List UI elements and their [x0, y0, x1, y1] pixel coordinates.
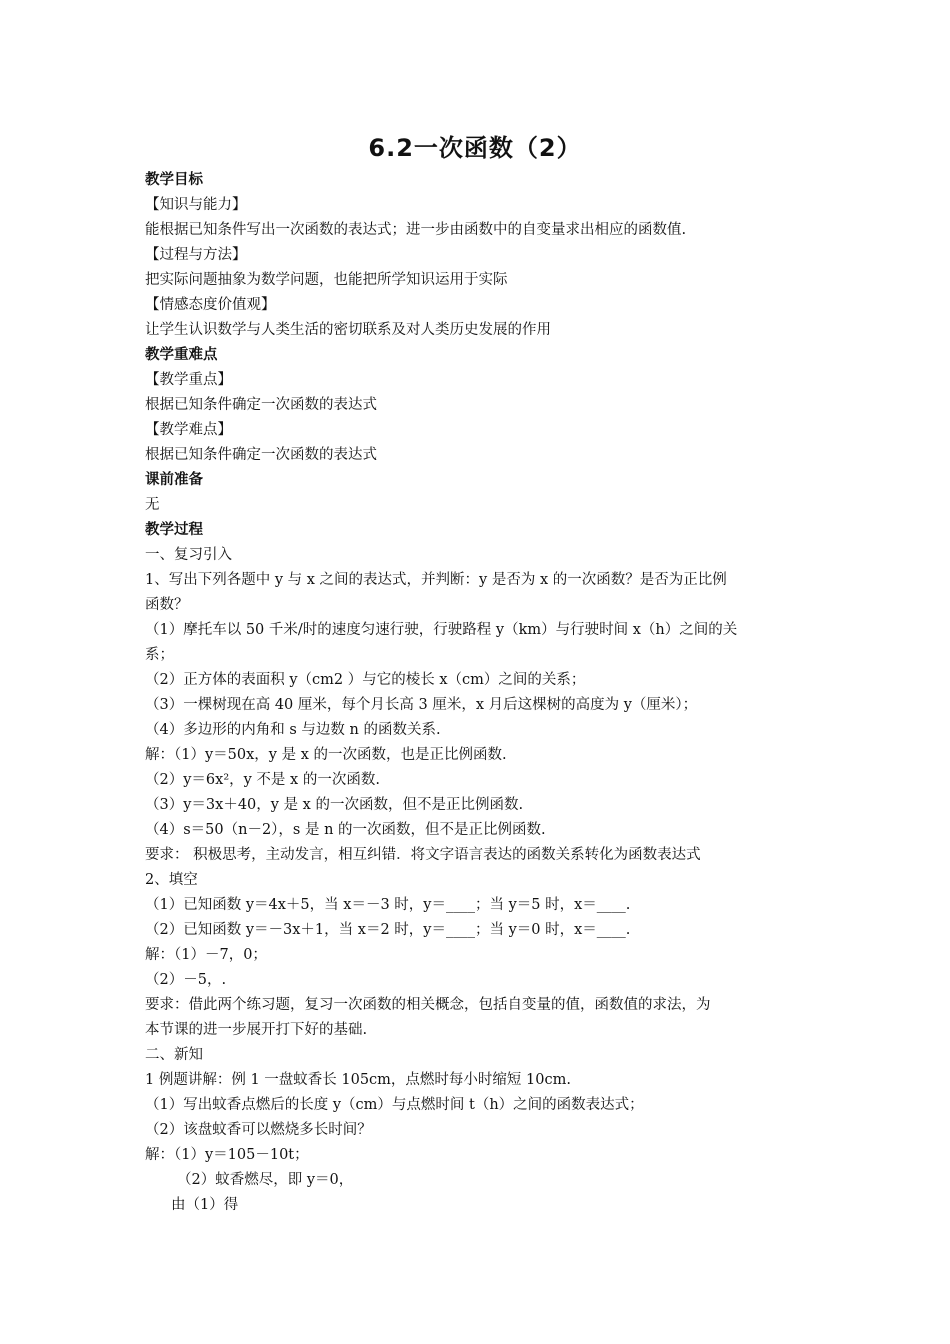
- line-5: 把实际问题抽象为数学问题，也能把所学知识运用于实际: [145, 272, 508, 288]
- document-body: [145, 168, 813, 1218]
- line-13: 课前准备: [145, 472, 203, 488]
- line-36: 二、新知: [145, 1047, 203, 1063]
- line-28: 要求： 积极思考，主动发言，相互纠错．将文字语言表达的函数关系转化为函数表达式: [145, 847, 701, 863]
- line-24: 解：（1）y＝50x，y 是 x 的一次函数，也是正比例函数.: [145, 747, 507, 763]
- document-title: 6.2一次函数（2）: [368, 134, 582, 162]
- line-6: 【情感态度价值观】: [145, 297, 276, 313]
- line-1: 教学目标: [145, 172, 203, 188]
- line-10: 根据已知条件确定一次函数的表达式: [145, 397, 377, 413]
- line-23: （4）多边形的内角和 s 与边数 n 的函数关系.: [145, 722, 441, 738]
- line-38: （1）写出蚊香点燃后的长度 y（cm）与点燃时间 t（h）之间的函数表达式；: [145, 1097, 644, 1113]
- line-29: 2、填空: [145, 872, 198, 888]
- line-12: 根据已知条件确定一次函数的表达式: [145, 447, 377, 463]
- line-33: （2）－5，.: [145, 972, 227, 988]
- line-21: （2）正方体的表面积 y（cm2 ）与它的棱长 x（cm）之间的关系；: [145, 672, 586, 688]
- line-39: （2）该盘蚊香可以燃烧多长时间？: [145, 1122, 372, 1138]
- line-4: 【过程与方法】: [145, 247, 247, 263]
- line-9: 【教学重点】: [145, 372, 232, 388]
- line-26: （3）y＝3x＋40，y 是 x 的一次函数，但不是正比例函数.: [145, 797, 524, 813]
- line-14: 无: [145, 497, 160, 513]
- line-2: 【知识与能力】: [145, 197, 247, 213]
- line-20: 系；: [145, 647, 174, 663]
- line-42: 由（1）得: [171, 1197, 239, 1213]
- line-3: 能根据已知条件写出一次函数的表达式；进一步由函数中的自变量求出相应的函数值.: [145, 222, 687, 238]
- line-22: （3）一棵树现在高 40 厘米，每个月长高 3 厘米，x 月后这棵树的高度为 y（厘米）；: [145, 697, 698, 713]
- line-37: 1 例题讲解：例 1 一盘蚊香长 105cm，点燃时每小时缩短 10cm.: [145, 1072, 571, 1088]
- line-27: （4）s＝50（n－2），s 是 n 的一次函数，但不是正比例函数.: [145, 822, 546, 838]
- line-15: 教学过程: [145, 522, 203, 538]
- line-31: （2）已知函数 y＝－3x＋1，当 x＝2 时，y＝____；当 y＝0 时，x＝____.: [145, 922, 631, 938]
- line-8: 教学重难点: [145, 347, 218, 363]
- line-35: 本节课的进一步展开打下好的基础.: [145, 1022, 368, 1038]
- line-16: 一、复习引入: [145, 547, 232, 563]
- line-34: 要求：借此两个练习题，复习一次函数的相关概念，包括自变量的值，函数值的求法，为: [145, 997, 711, 1013]
- line-25: （2）y＝6x²，y 不是 x 的一次函数.: [145, 772, 380, 788]
- line-17: 1、写出下列各题中 y 与 x 之间的表达式，并判断：y 是否为 x 的一次函数？是否为正比例: [145, 572, 727, 588]
- line-41: （2）蚊香燃尽，即 y＝0，: [177, 1172, 354, 1188]
- line-32: 解：（1）－7，0；: [145, 947, 267, 963]
- line-11: 【教学难点】: [145, 422, 232, 438]
- line-19: （1）摩托车以 50 千米/时的速度匀速行驶，行驶路程 y（km）与行驶时间 x（h）之间的关: [145, 622, 738, 638]
- line-7: 让学生认识数学与人类生活的密切联系及对人类历史发展的作用: [145, 322, 551, 338]
- line-30: （1）已知函数 y＝4x＋5，当 x＝－3 时，y＝____；当 y＝5 时，x＝____.: [145, 897, 631, 913]
- line-40: 解：（1）y＝105－10t；: [145, 1147, 309, 1163]
- line-18: 函数？: [145, 597, 189, 613]
